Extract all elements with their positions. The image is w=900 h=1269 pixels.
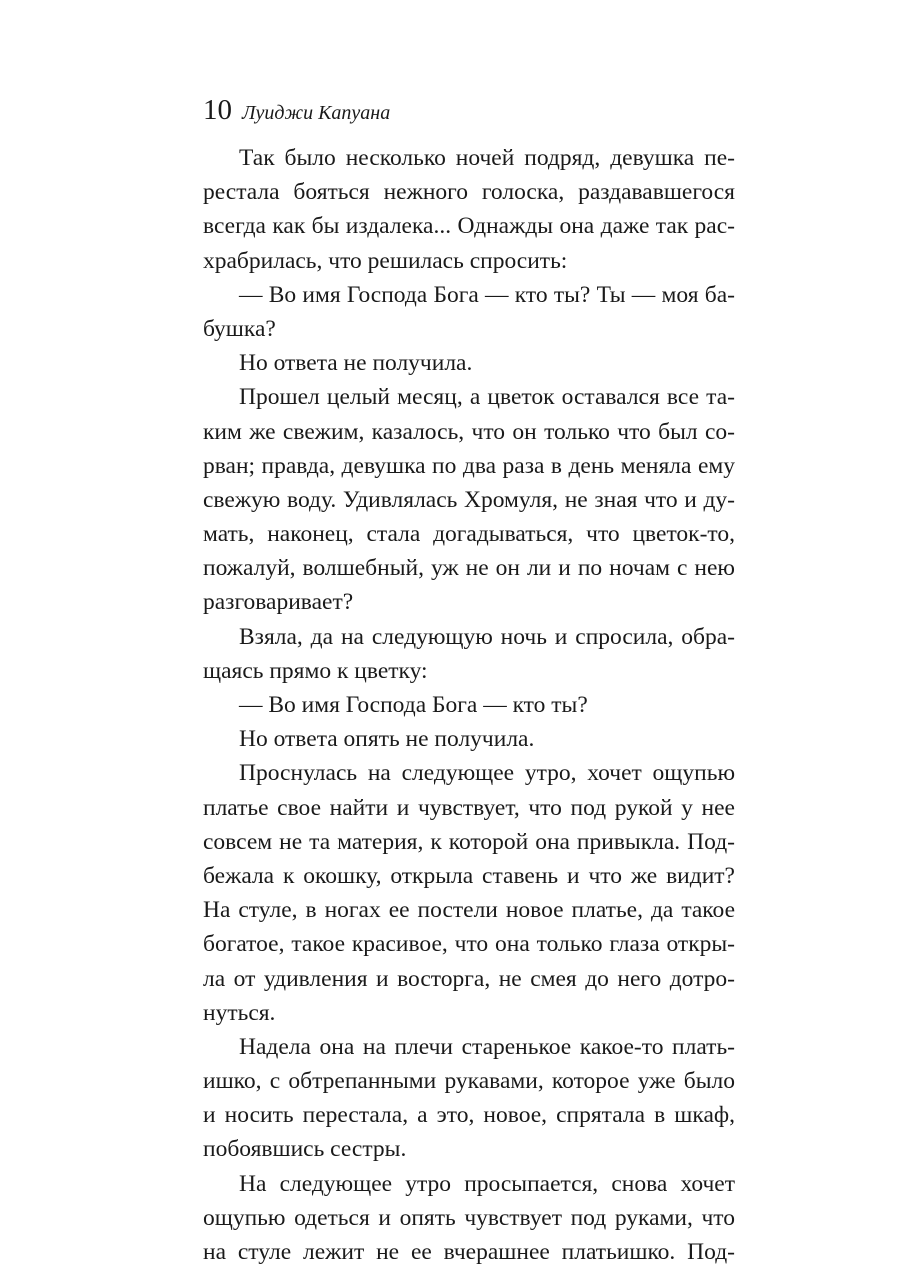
text-line: совсем не та материя, к которой она привыкла. Под- (203, 828, 735, 855)
text-line: бушка? (203, 315, 276, 342)
text-line: мать, наконец, стала догадываться, что цветок-то, (203, 521, 735, 548)
text-line: свежую воду. Удивлялась Хромуля, не зная что и ду- (203, 486, 735, 513)
text-line: ла от удивления и восторга, не смея до него дотро- (203, 965, 735, 992)
text-line: храбрилась, что решилась спросить: (203, 247, 568, 274)
text-line: Прошел целый месяц, а цветок оставался все та- (239, 384, 735, 411)
text-line: побоявшись сестры. (203, 1136, 407, 1163)
text-line: На стуле, в ногах ее постели новое платье, да такое (203, 897, 735, 924)
page-number: 10 (203, 94, 232, 126)
text-line: ким же свежим, казалось, что он только что был со- (203, 418, 735, 445)
text-line: платье свое найти и чувствует, что под рукой у нее (203, 794, 735, 821)
text-line: и носить перестала, а это, новое, спрятала в шкаф, (203, 1102, 735, 1129)
text-line: богатое, такое красивое, что она только глаза откры- (203, 931, 735, 958)
text-line: рван; правда, девушка по два раза в день меняла ему (203, 452, 735, 479)
text-line: разговаривает? (203, 589, 354, 616)
text-line: щаясь прямо к цветку: (203, 657, 428, 684)
body-text (203, 141, 735, 1269)
text-line: Взяла, да на следующую ночь и спросила, обра- (239, 623, 735, 650)
text-line: ишко, с обтрепанными рукавами, которое уже было (203, 1068, 735, 1095)
running-head-author: Луиджи Капуана (242, 102, 391, 124)
running-head (203, 92, 390, 128)
text-line: Надела она на плечи старенькое какое-то плать- (239, 1033, 735, 1060)
text-line: ощупью одеться и опять чувствует под руками, что (203, 1204, 735, 1231)
text-line: нуться. (203, 999, 276, 1026)
text-line: Но ответа не получила. (239, 350, 473, 377)
text-line: всегда как бы издалека... Однажды она даже так рас- (203, 213, 735, 240)
text-line: — Во имя Господа Бога — кто ты? Ты — моя ба- (239, 281, 735, 308)
text-line: Проснулась на следующее утро, хочет ощупью (239, 760, 735, 787)
text-line: Так было несколько ночей подряд, девушка пе- (239, 145, 735, 171)
text-line: на стуле лежит не ее вчерашнее платьишко. Под- (203, 1239, 735, 1265)
text-line: На следующее утро просыпается, снова хочет (239, 1170, 735, 1197)
text-line: пожалуй, волшебный, уж не он ли и по ночам с нею (203, 555, 735, 582)
text-line: бежала к окошку, открыла ставень и что же видит? (203, 862, 735, 889)
text-line: рестала бояться нежного голоска, раздававшегося (203, 179, 735, 206)
text-line: Но ответа опять не получила. (239, 726, 535, 753)
text-line: — Во имя Господа Бога — кто ты? (239, 692, 588, 718)
